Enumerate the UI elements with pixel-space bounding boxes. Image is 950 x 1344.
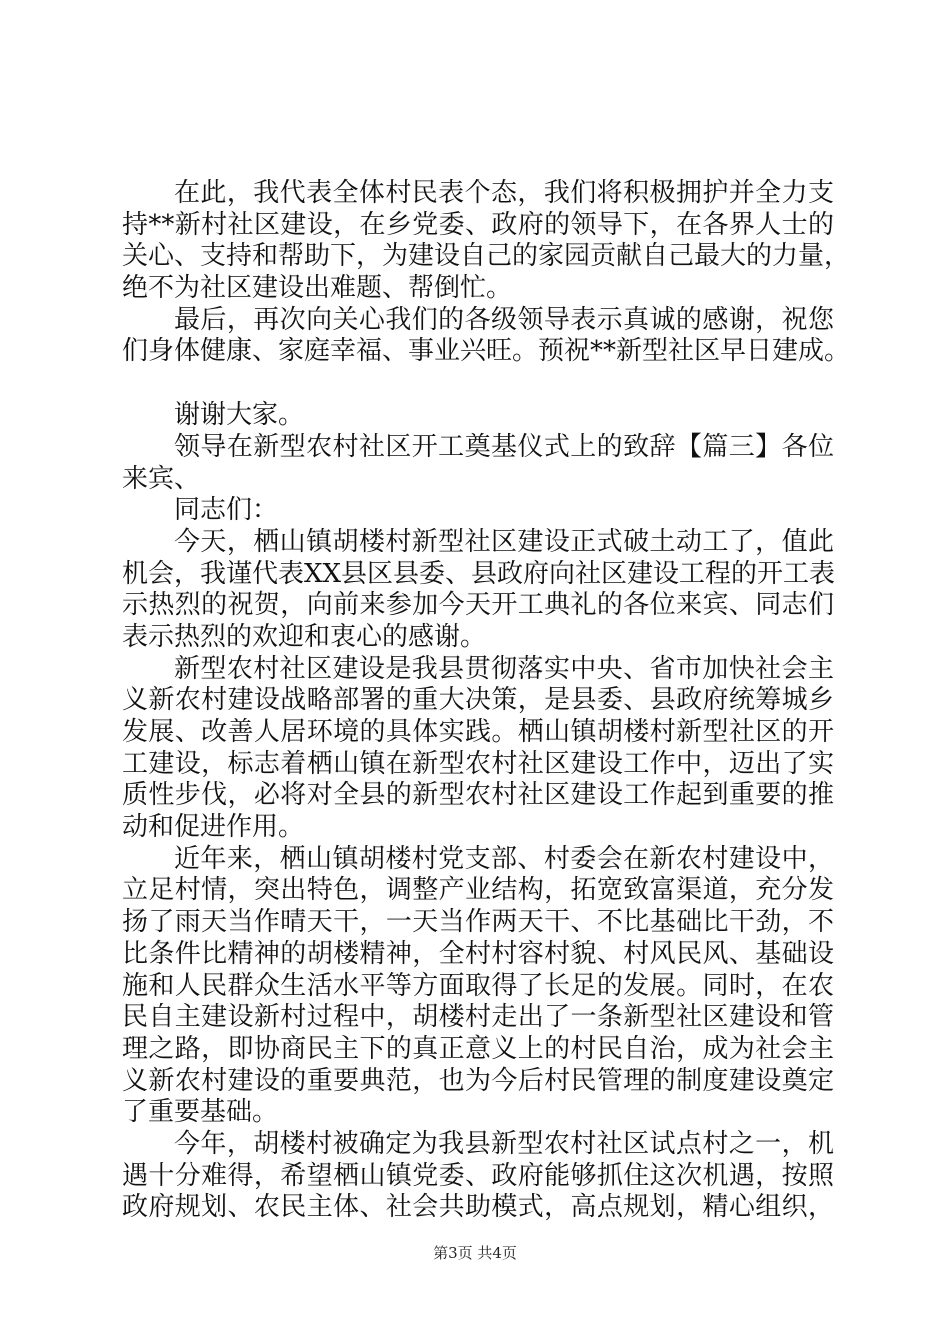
text-line: 在此，我代表全体村民表个态，我们将积极拥护并全力支 — [174, 178, 834, 208]
text-line: 谢谢大家。 — [174, 400, 305, 431]
text-line: 义新农村建设的重要典范，也为今后村民管理的制度建设奠定 — [122, 1065, 834, 1096]
paragraph-gap — [122, 368, 834, 400]
text-line: 示热烈的祝贺，向前来参加今天开工典礼的各位来宾、同志们 — [122, 590, 834, 621]
text-line: 来宾、 — [122, 463, 201, 494]
paragraph — [122, 495, 834, 527]
paragraph — [122, 400, 834, 432]
text-line: 们身体健康、家庭幸福、事业兴旺。预祝**新型社区早日建成。 — [122, 336, 851, 367]
document-body — [122, 178, 851, 1224]
paragraph — [122, 432, 834, 495]
text-line: 理之路，即协商民主下的真正意义上的村民自治，成为社会主 — [122, 1033, 834, 1064]
text-line: 发展、改善人居环境的具体实践。栖山镇胡楼村新型社区的开 — [122, 717, 834, 747]
text-line: 质性步伐，必将对全县的新型农村社区建设工作起到重要的推 — [122, 780, 834, 811]
text-line: 今年，胡楼村被确定为我县新型农村社区试点村之一，机 — [174, 1128, 834, 1159]
text-line: 关心、支持和帮助下，为建设自己的家园贡献自己最大的力量， — [122, 241, 851, 272]
paragraph — [122, 527, 834, 654]
text-line: 施和人民群众生活水平等方面取得了长足的发展。同时，在农 — [122, 970, 834, 1001]
page-footer: 第3页 共4页 — [433, 1244, 517, 1262]
paragraph — [122, 844, 834, 1129]
text-line: 民自主建设新村过程中，胡楼村走出了一条新型社区建设和管 — [122, 1002, 834, 1033]
text-line: 近年来，栖山镇胡楼村党支部、村委会在新农村建设中， — [174, 843, 834, 874]
text-line: 机会，我谨代表XX县区县委、县政府向社区建设工程的开工表 — [122, 558, 836, 589]
text-line: 了重要基础。 — [122, 1097, 279, 1128]
text-line: 绝不为社区建设出难题、帮倒忙。 — [122, 273, 513, 304]
text-line: 动和促进作用。 — [122, 812, 305, 843]
text-line: 领导在新型农村社区开工奠基仪式上的致辞【篇三】各位 — [174, 431, 834, 462]
text-line: 立足村情，突出特色，调整产业结构，拓宽致富渠道，充分发 — [122, 875, 834, 906]
text-line: 扬了雨天当作晴天干，一天当作两天干、不比基础比干劲，不 — [122, 907, 834, 938]
text-line: 表示热烈的欢迎和衷心的感谢。 — [122, 621, 487, 652]
text-line: 比条件比精神的胡楼精神，全村村容村貌、村风民风、基础设 — [122, 938, 834, 969]
text-line: 同志们： — [174, 495, 279, 526]
text-line: 今天，栖山镇胡楼村新型社区建设正式破土动工了，值此 — [174, 526, 834, 557]
text-line: 持**新村社区建设，在乡党委、政府的领导下，在各界人士的 — [122, 209, 834, 240]
text-line: 政府规划、农民主体、社会共助模式，高点规划，精心组织， — [122, 1192, 834, 1223]
text-line: 新型农村社区建设是我县贯彻落实中央、省市加快社会主 — [174, 653, 834, 684]
text-line: 遇十分难得，希望栖山镇党委、政府能够抓住这次机遇，按照 — [122, 1160, 834, 1191]
text-line: 最后，再次向关心我们的各级领导表示真诚的感谢，祝您 — [174, 304, 834, 335]
paragraph — [122, 304, 851, 368]
paragraph — [122, 1129, 834, 1224]
text-line: 工建设，标志着栖山镇在新型农村社区建设工作中，迈出了实 — [122, 748, 834, 779]
paragraph — [122, 178, 851, 305]
paragraph — [122, 654, 834, 844]
text-line: 义新农村建设战略部署的重大决策，是县委、县政府统筹城乡 — [122, 685, 834, 716]
